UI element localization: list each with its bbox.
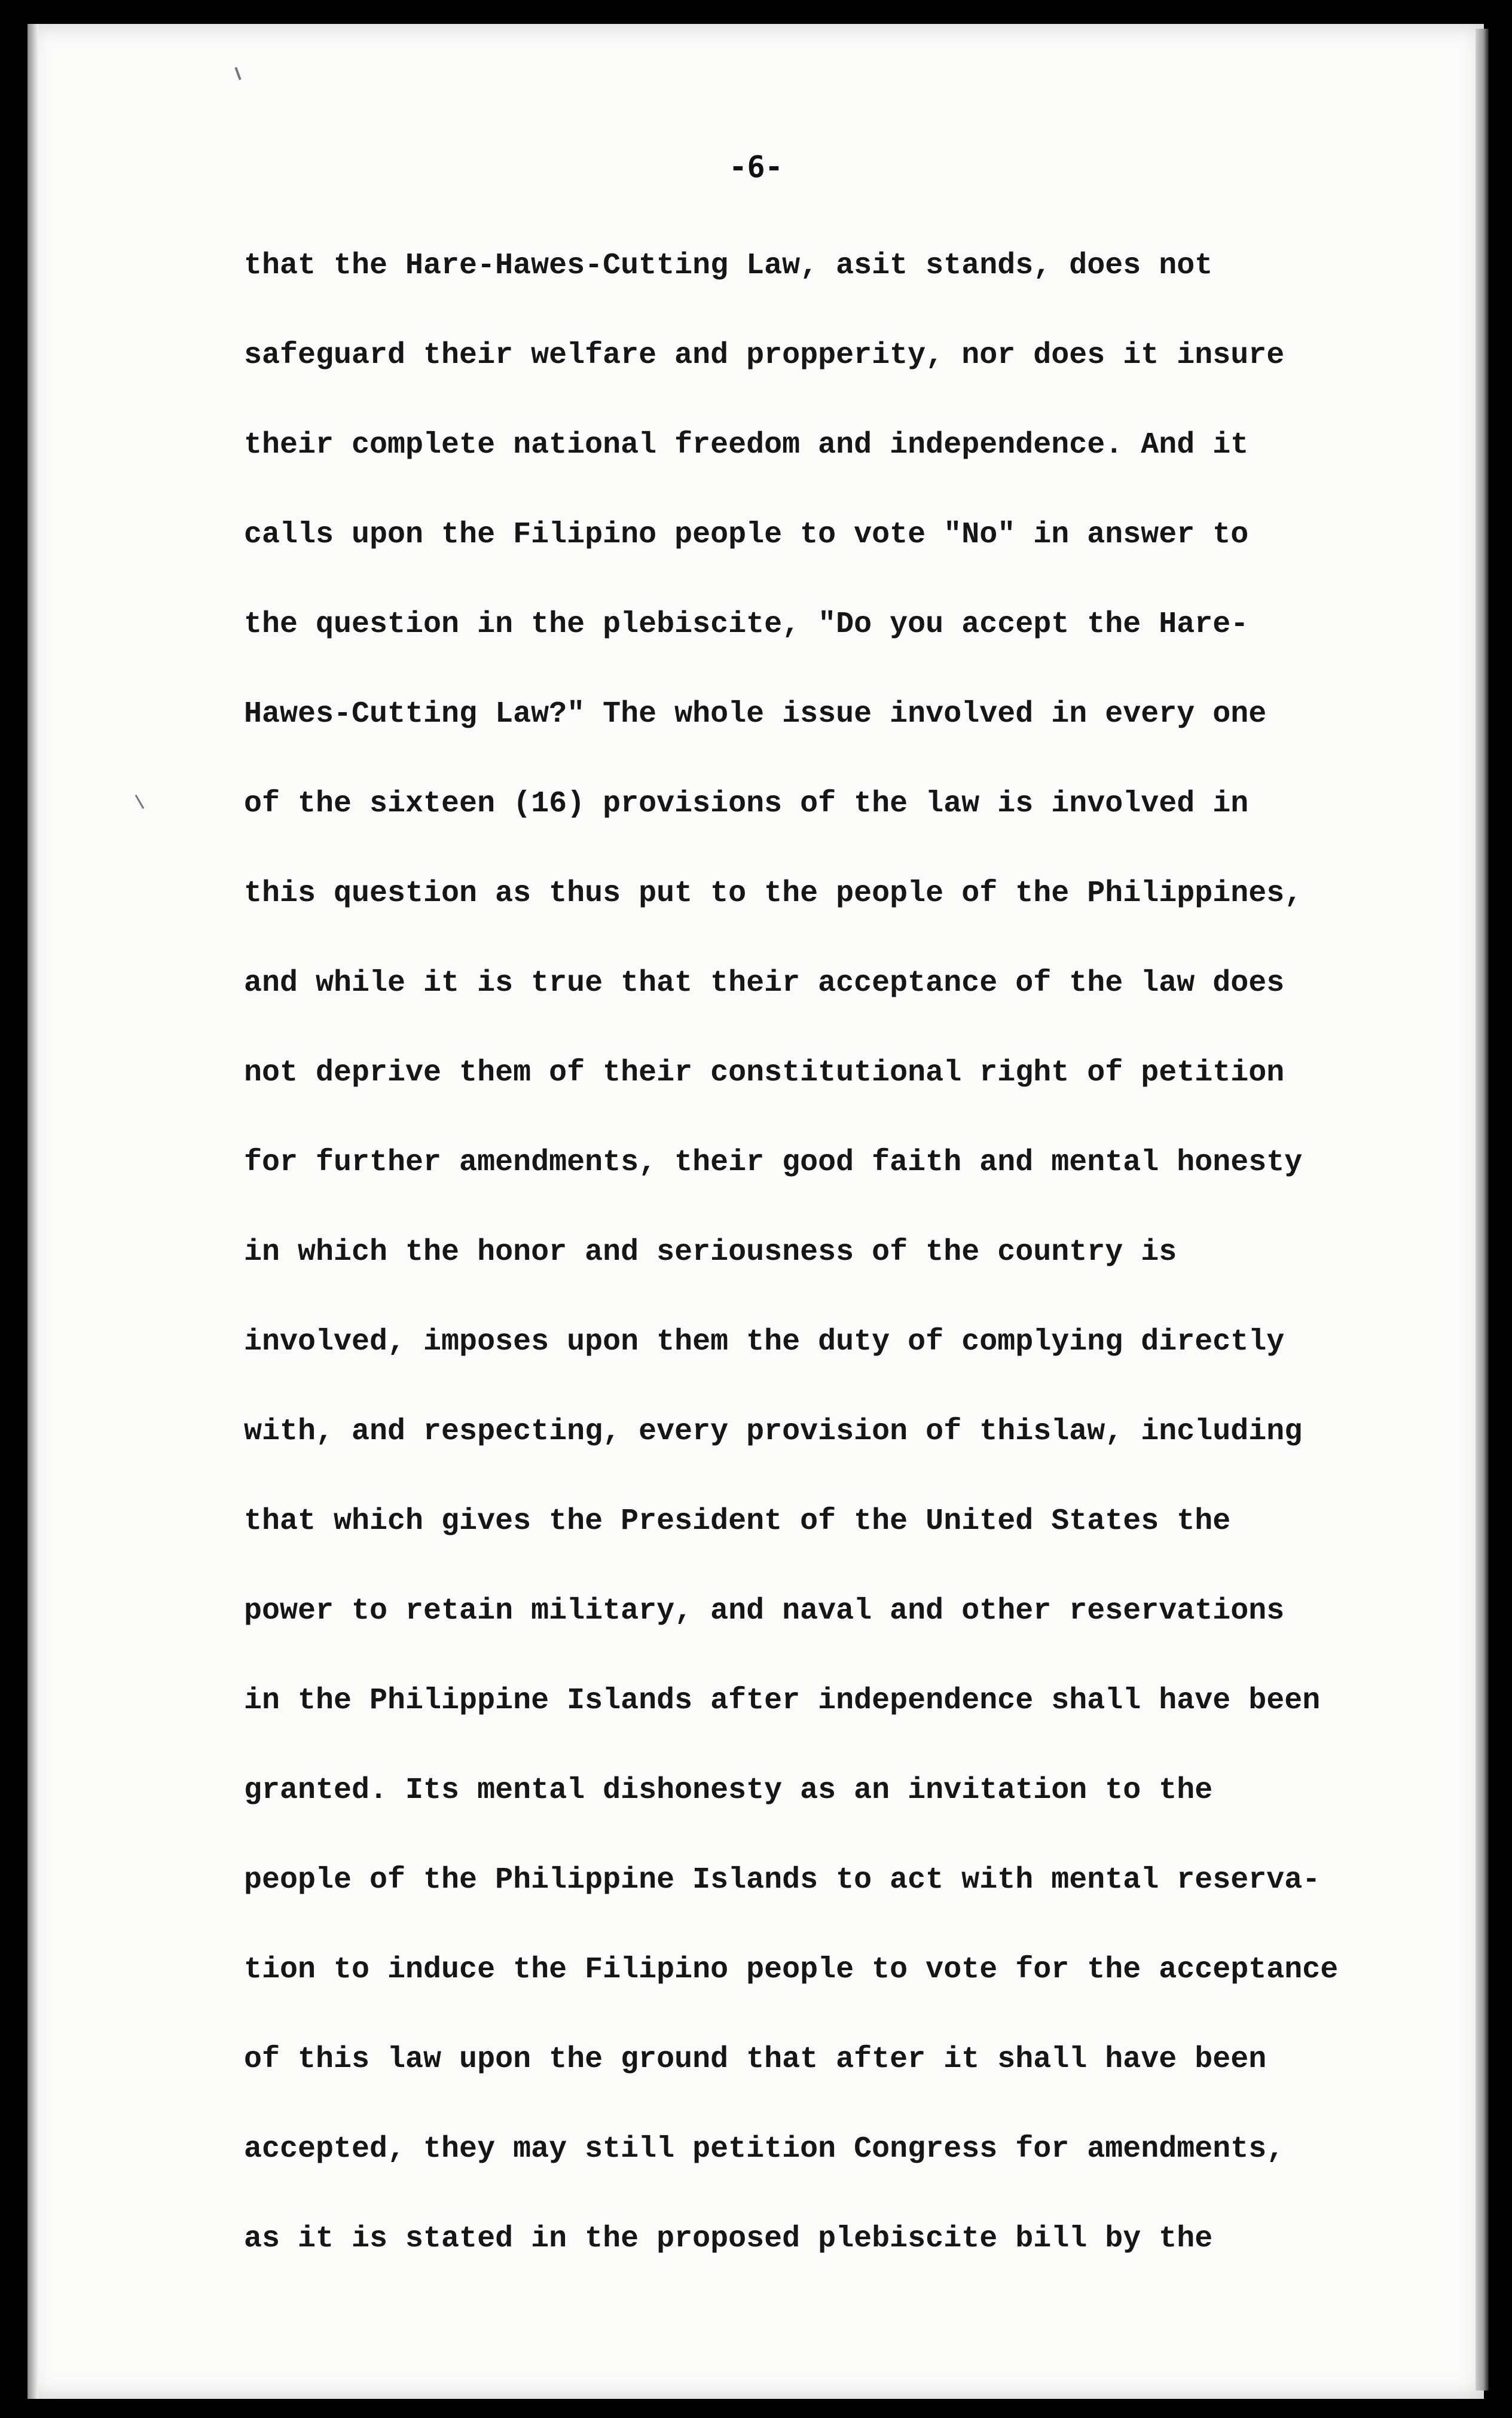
text-line: with, and respecting, every provision of thislaw, including <box>244 1415 1303 1449</box>
body-text <box>244 239 1416 2302</box>
text-line: the question in the plebiscite, "Do you accept the Hare- <box>244 607 1249 642</box>
text-line: safeguard their welfare and propperity, nor does it insure <box>244 338 1285 373</box>
text-line: calls upon the Filipino people to vote "No" in answer to <box>244 518 1249 552</box>
text-line: that the Hare-Hawes-Cutting Law, asit stands, does not <box>244 249 1213 283</box>
text-line: in which the honor and seriousness of the country is <box>244 1235 1177 1269</box>
text-line: of this law upon the ground that after it shall have been <box>244 2043 1267 2077</box>
text-line: and while it is true that their acceptance of the law does <box>244 966 1285 1000</box>
page-number: -6- <box>729 149 783 184</box>
text-line: that which gives the President of the United States the <box>244 1504 1231 1538</box>
text-line: people of the Philippine Islands to act with mental reserva- <box>244 1863 1321 1897</box>
text-line: granted. Its mental dishonesty as an invitation to the <box>244 1773 1213 1808</box>
text-line: accepted, they may still petition Congress for amendments, <box>244 2132 1285 2166</box>
page-edge-shadow <box>28 24 38 2399</box>
text-line: their complete national freedom and independence. And it <box>244 428 1249 462</box>
text-line: power to retain military, and naval and other reservations <box>244 1594 1285 1628</box>
text-line: in the Philippine Islands after independence shall have been <box>244 1684 1321 1718</box>
text-line: of the sixteen (16) provisions of the law is involved in <box>244 787 1249 821</box>
text-line: not deprive them of their constitutional right of petition <box>244 1056 1285 1090</box>
text-line: tion to induce the Filipino people to vote for the acceptance <box>244 1953 1339 1987</box>
text-line: this question as thus put to the people of the Philippines, <box>244 877 1303 911</box>
text-line: involved, imposes upon them the duty of complying directly <box>244 1325 1285 1359</box>
text-line: for further amendments, their good faith and mental honesty <box>244 1146 1303 1180</box>
page-edge-right <box>1476 29 1489 2390</box>
text-line: as it is stated in the proposed plebiscite bill by the <box>244 2222 1213 2256</box>
text-line: Hawes-Cutting Law?" The whole issue involved in every one <box>244 697 1267 731</box>
